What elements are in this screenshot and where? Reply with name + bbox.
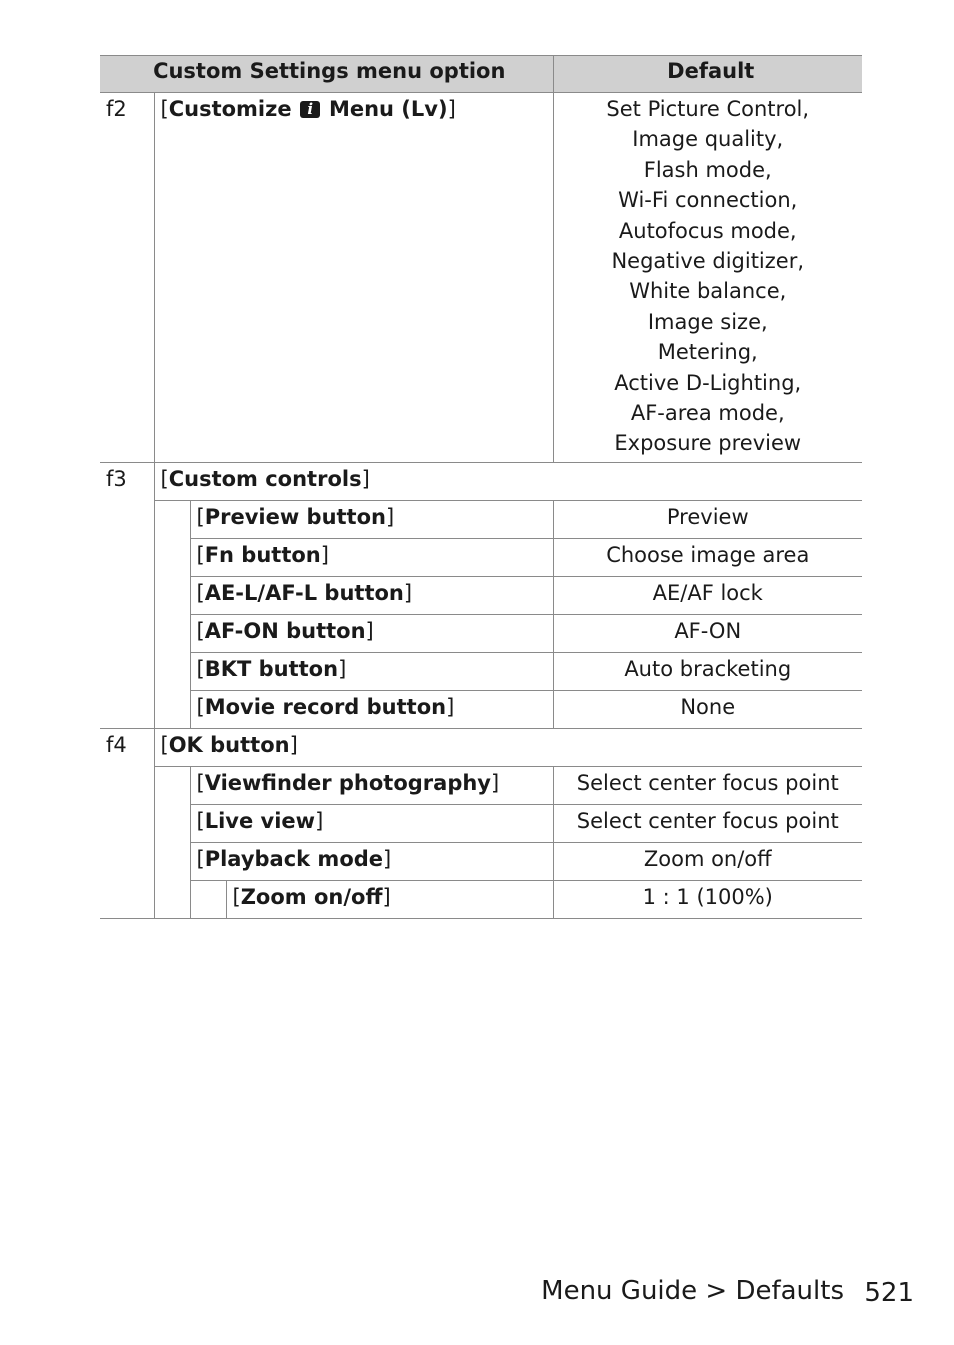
i-menu-icon: i (300, 101, 320, 118)
row-option: [Custom controls] (154, 463, 862, 501)
table-row (100, 577, 862, 615)
default-line: Image quality, (632, 127, 784, 152)
option-name: Custom controls (168, 467, 362, 491)
row-default: Zoom on/off (553, 843, 862, 881)
row-default: AF-ON (553, 615, 862, 653)
table-row (100, 653, 862, 691)
row-code: f3 (100, 463, 154, 729)
row-option: [AF-ON button] (190, 615, 553, 653)
row-code: f4 (100, 729, 154, 919)
option-name: AE-L/AF-L button (204, 581, 404, 605)
row-option: [Zoom on/off] (226, 881, 553, 919)
row-default: AE/AF lock (553, 577, 862, 615)
default-line: Active D-Lighting, (614, 370, 802, 395)
option-name: OK button (168, 733, 290, 757)
default-line: White balance, (629, 279, 787, 304)
row-option: [BKT button] (190, 653, 553, 691)
header-default: Default (553, 56, 862, 93)
row-option: [Fn button] (190, 539, 553, 577)
page-number: 521 (864, 1278, 914, 1308)
default-line: Metering, (657, 340, 758, 365)
option-name: Playback mode (204, 847, 384, 871)
row-option: [Movie record button] (190, 691, 553, 729)
row-option: [OK button] (154, 729, 862, 767)
table-row (100, 843, 862, 881)
page-footer (0, 1276, 954, 1316)
table-header-row (100, 56, 862, 93)
table-row-f2 (100, 93, 862, 463)
default-line: Negative digitizer, (611, 249, 805, 274)
indent-cell (154, 501, 190, 729)
option-name: Menu (Lv) (328, 97, 448, 121)
row-default: Auto bracketing (553, 653, 862, 691)
default-line: Set Picture Control, (606, 97, 810, 121)
indent-cell (154, 767, 190, 919)
breadcrumb: Menu Guide > Defaults (541, 1276, 844, 1306)
table-row (100, 539, 862, 577)
default-line: Autofocus mode, (618, 218, 797, 243)
default-line: AF-area mode, (630, 401, 785, 426)
custom-settings-defaults-table (100, 55, 862, 919)
option-name: Live view (204, 809, 316, 833)
option-name: Customize (168, 97, 292, 121)
table-row-f4 (100, 729, 862, 767)
table-row (100, 691, 862, 729)
option-name: BKT button (204, 657, 339, 681)
row-option: [Preview button] (190, 501, 553, 539)
row-code: f2 (100, 93, 154, 463)
table-row (100, 767, 862, 805)
row-default: Select center focus point (553, 805, 862, 843)
table-row-f3 (100, 463, 862, 501)
header-option: Custom Settings menu option (100, 56, 553, 93)
row-option: [Customize i Menu (Lv)] (154, 93, 553, 463)
default-line: Exposure preview (614, 431, 802, 456)
option-name: AF-ON button (204, 619, 366, 643)
indent-cell (190, 881, 226, 919)
row-default: Preview (553, 501, 862, 539)
option-name: Preview button (204, 505, 386, 529)
row-default-list (553, 93, 862, 463)
option-name: Viewfinder photography (204, 771, 491, 795)
row-option: [Playback mode] (190, 843, 553, 881)
row-default: Select center focus point (553, 767, 862, 805)
row-default: None (553, 691, 862, 729)
table-row (100, 501, 862, 539)
option-name: Movie record button (204, 695, 447, 719)
option-name: Zoom on/off (240, 885, 383, 909)
option-name: Fn button (204, 543, 321, 567)
default-line: Wi-Fi connection, (618, 188, 798, 213)
row-option: [AE-L/AF-L button] (190, 577, 553, 615)
row-option: [Live view] (190, 805, 553, 843)
table-row (100, 805, 862, 843)
default-line: Image size, (647, 309, 768, 334)
default-line: Flash mode, (643, 157, 772, 182)
row-option: [Viewfinder photography] (190, 767, 553, 805)
table-row (100, 615, 862, 653)
table-row (100, 881, 862, 919)
row-default: Choose image area (553, 539, 862, 577)
row-default: 1 : 1 (100%) (553, 881, 862, 919)
